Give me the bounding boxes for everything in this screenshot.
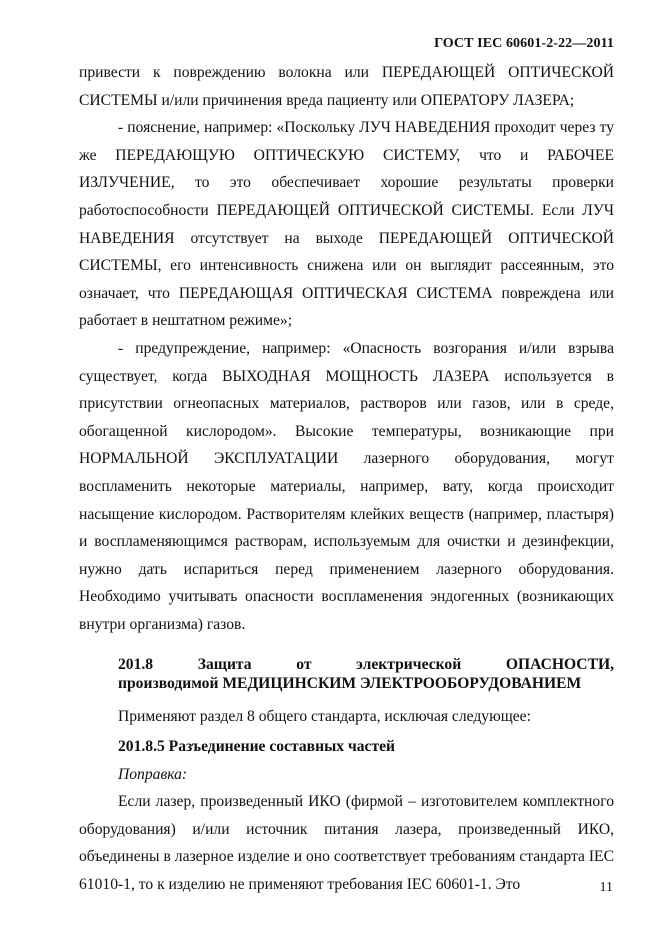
paragraph-continuation: привести к повреждению волокна или ПЕРЕДАЮЩЕЙ ОПТИЧЕСКОЙ СИСТЕМЫ и/или причинения вреда пациенту или ОПЕРАТОРУ ЛАЗЕРА; (79, 64, 614, 109)
paragraph-explanation: - пояснение, например: «Поскольку ЛУЧ НАВЕДЕНИЯ проходит через ту же ПЕРЕДАЮЩУЮ ОПТИЧЕСКУЮ СИСТЕМУ, что и РАБОЧЕЕ ИЗЛУЧЕНИЕ, то это обеспечивает хорошие результаты проверки работоспособности ПЕРЕДАЮЩЕЙ ОПТИЧЕСКОЙ СИСТЕМЫ. Если ЛУЧ НАВЕДЕНИЯ отсутствует на выходе ПЕРЕДАЮЩЕЙ ОПТИЧЕСКОЙ СИСТЕМЫ, его интенсивность снижена или он выглядит рассеянным, это означает, что ПЕРЕДАЮЩАЯ ОПТИЧЕСКАЯ СИСТЕМА повреждена или работает в нештатном режиме»; (79, 119, 614, 330)
page-number: 11 (599, 880, 613, 895)
section-heading (79, 655, 614, 693)
paragraph-ico-laser: Если лазер, произведенный ИКО (фирмой – изготовителем комплектного оборудования) и/или источник питания лазера, произведенный ИКО, объединены в лазерное изделие и оно соответствует требованиям стандарта IEC 61010-1, то к изделию не применяют требования IEC 60601-1. Это (79, 793, 614, 894)
subsection-heading: 201.8.5 Разъединение составных частей (118, 738, 396, 756)
section-heading-line1: 201.8 Защита от электрической ОПАСНОСТИ, (118, 656, 614, 674)
section-applies-text: Применяют раздел 8 общего стандарта, исключая следующее: (118, 708, 531, 726)
section-heading-line2: производимой МЕДИЦИНСКИМ ЭЛЕКТРООБОРУДОВАНИЕМ (118, 675, 582, 693)
paragraph-warning: - предупреждение, например: «Опасность возгорания и/или взрыва существует, когда ВЫХОДНАЯ МОЩНОСТЬ ЛАЗЕРА используется в присутствии огнеопасных материалов, растворов или газов, или в среде, обогащенной кислородом». Высокие температуры, возникающие при НОРМАЛЬНОЙ ЭКСПЛУАТАЦИИ лазерного оборудования, могут воспламенить некоторые материалы, например, вату, когда происходит насыщение кислородом. Растворителям клейких веществ (например, пластыря) и воспламеняющимся растворам, используемым для очистки и дезинфекции, нужно дать испариться перед применением лазерного оборудования. Необходимо учитывать опасности воспламенения эндогенных (возникающих внутри организма) газов. (79, 339, 614, 633)
document-body (79, 59, 614, 899)
document-header: ГОСТ IEC 60601-2-22—2011 (434, 36, 614, 51)
amendment-label: Поправка: (118, 765, 188, 783)
